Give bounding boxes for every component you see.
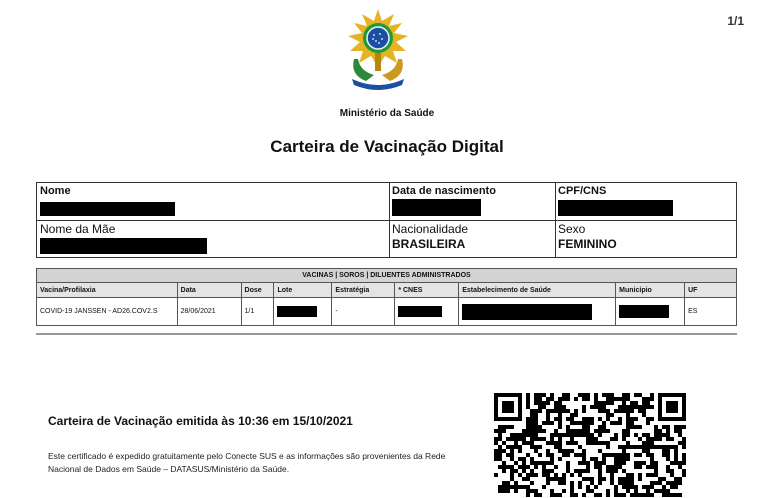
personal-info-box: [36, 182, 737, 258]
vaccination-table: [36, 268, 737, 326]
nationality-value: BRASILEIRA: [392, 237, 466, 251]
vaccine-dose: 1/1: [241, 298, 274, 326]
col-municipality: Município: [616, 283, 685, 298]
mother-name-label: Nome da Mãe: [40, 222, 116, 236]
birth-date-redacted: [392, 199, 481, 216]
vaccine-date: 28/06/2021: [177, 298, 241, 326]
sex-value: FEMININO: [558, 237, 617, 251]
mother-name-redacted: [40, 238, 207, 254]
name-cell: [37, 183, 389, 220]
col-vaccine: Vacina/Profilaxia: [37, 283, 178, 298]
facility-cell: [459, 298, 616, 326]
sex-cell: [555, 220, 736, 257]
cpf-label: CPF/CNS: [558, 185, 607, 197]
table-header-row: [37, 283, 737, 298]
lot-cell: [274, 298, 332, 326]
name-redacted: [40, 202, 175, 216]
section-divider: [36, 333, 737, 335]
col-dose: Dose: [241, 283, 274, 298]
cpf-redacted: [558, 200, 673, 216]
ministry-name: Ministério da Saúde: [339, 108, 435, 119]
facility-redacted: [462, 304, 592, 320]
table-row: [37, 298, 737, 326]
coat-of-arms-emblem: [344, 9, 412, 91]
col-uf: UF: [685, 283, 737, 298]
document-title: Carteira de Vacinação Digital: [270, 137, 504, 156]
birth-date-cell: [389, 183, 555, 220]
vaccination-section-title: VACINAS | SOROS | DILUENTES ADMINISTRADOS: [37, 269, 737, 283]
col-strategy: Estratégia: [332, 283, 395, 298]
lot-redacted: [277, 306, 317, 317]
col-facility: Estabelecimento de Saúde: [459, 283, 616, 298]
municipality-cell: [616, 298, 685, 326]
col-cnes: * CNES: [395, 283, 459, 298]
nationality-cell: [389, 220, 555, 257]
sex-label: Sexo: [558, 222, 586, 236]
mother-name-cell: [37, 220, 389, 257]
cpf-cell: [555, 183, 736, 220]
vaccine-uf: ES: [685, 298, 737, 326]
qr-code: [493, 392, 687, 498]
birth-date-label: Data de nascimento: [392, 185, 496, 197]
municipality-redacted: [619, 305, 669, 318]
issued-statement: Carteira de Vacinação emitida às 10:36 em 15/10/2021: [48, 414, 353, 428]
disclaimer-text: Este certificado é expedido gratuitamente pelo Conecte SUS e as informações são provenientes da Rede Nacional de Dados em Saúde – DATASUS/Ministério da Saúde.: [48, 451, 446, 474]
col-date: Data: [177, 283, 241, 298]
vaccine-strategy: -: [332, 298, 395, 326]
page-indicator: 1/1: [727, 14, 744, 28]
cnes-cell: [395, 298, 459, 326]
cnes-redacted: [398, 306, 442, 317]
name-label: Nome: [40, 185, 71, 197]
col-lot: Lote: [274, 283, 332, 298]
vaccine-name: COVID-19 JANSSEN - AD26.COV2.S: [37, 298, 178, 326]
nationality-label: Nacionalidade: [392, 222, 469, 236]
